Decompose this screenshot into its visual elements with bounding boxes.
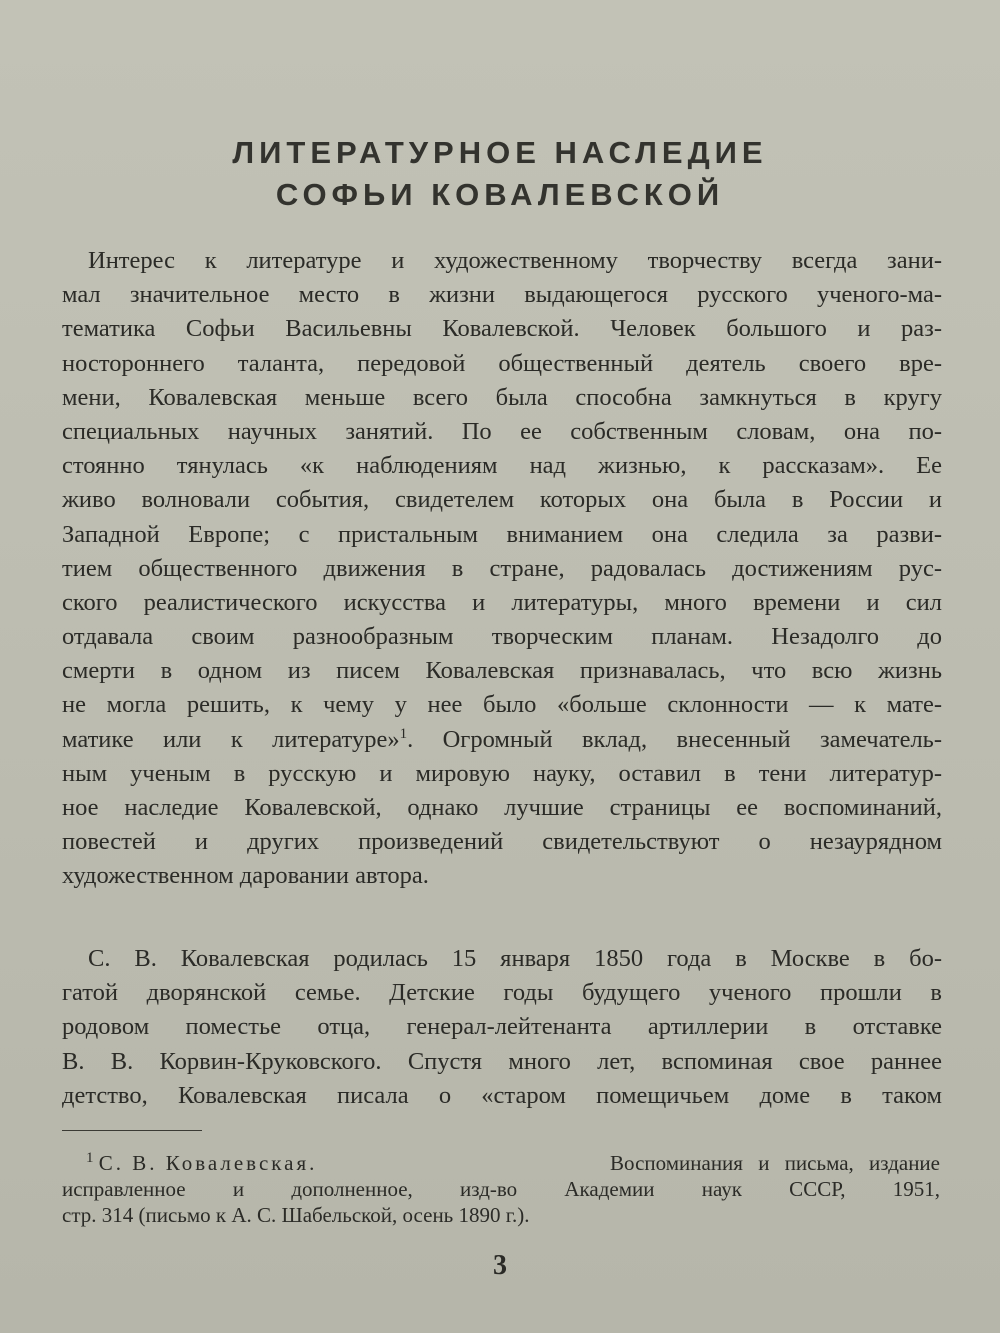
text-fragment: . Огромный вклад, внесенный замечатель- [407, 725, 942, 753]
footnote-author: С. В. Ковалевская. [98, 1151, 318, 1175]
text-line: Интерес к литературе и художественному творчеству всегда зани- [88, 247, 942, 274]
text-line: мал значительное место в жизни выдающегося русского ученого-ма- [62, 281, 942, 309]
chapter-title-line-2: СОФЬИ КОВАЛЕВСКОЙ [275, 177, 725, 212]
text-line: ное наследие Ковалевской, однако лучшие страницы ее воспоминаний, [62, 794, 942, 821]
text-line: тием общественного движения в стране, радовалась достижениям рус- [62, 554, 942, 582]
text-line: ностороннего таланта, передовой общественный деятель своего вре- [62, 349, 942, 377]
page-number: 3 [493, 1250, 507, 1281]
paragraph-1 [62, 244, 942, 894]
chapter-title [0, 132, 1000, 216]
text-line: ского реалистического искусства и литературы, много времени и сил [62, 588, 942, 616]
text-line: родовом поместье отца, генерал-лейтенанта артиллерии в отставке [62, 1013, 942, 1041]
text-line: мени, Ковалевская меньше всего была способна замкнуться в кругу [62, 383, 942, 411]
text-line: отдавала своим разнообразным творческим планам. Незадолго до [62, 623, 942, 651]
text-line: смерти в одном из писем Ковалевская признавалась, что всю жизнь [62, 657, 942, 685]
footnote-divider [62, 1130, 202, 1131]
text-line: гатой дворянской семье. Детские годы будущего ученого прошли в [62, 979, 942, 1007]
footnote-reference: 1 [399, 725, 408, 742]
text-line: тематика Софьи Васильевны Ковалевской. Человек большого и раз- [62, 315, 942, 343]
text-line: Западной Европе; с пристальным вниманием она следила за разви- [62, 520, 942, 548]
footnote-line-3: стр. 314 (письмо к А. С. Шабельской, осень 1890 г.). [62, 1203, 530, 1227]
paragraph-2 [62, 942, 942, 1113]
chapter-title-line-1: ЛИТЕРАТУРНОЕ НАСЛЕДИЕ [232, 135, 768, 170]
text-line: художественном даровании автора. [62, 862, 429, 890]
text-line: ным ученым в русскую и мировую науку, оставил в тени литератур- [62, 759, 942, 787]
text-line: специальных научных занятий. По ее собственным словам, она по- [62, 417, 942, 445]
text-fragment: матике или к литературе» [62, 725, 400, 753]
text-line: живо волновали события, свидетелем которых она была в России и [62, 486, 942, 514]
text-line: детство, Ковалевская писала о «старом помещичьем доме в таком [62, 1081, 942, 1109]
footnote-marker: 1 [86, 1150, 94, 1166]
text-line: повестей и других произведений свидетельствуют о незаурядном [62, 828, 942, 856]
footnote-lead [86, 1150, 317, 1176]
text-line: стоянно тянулась «к наблюдениям над жизнью, к рассказам». Ее [62, 452, 942, 480]
footnote-line-1-rest: Воспоминания и письма, издание [610, 1151, 940, 1175]
text-line: В. В. Корвин-Круковского. Спустя много лет, вспоминая свое раннее [62, 1047, 942, 1075]
footnote-line-2: исправленное и дополненное, изд-во Академии наук СССР, 1951, [62, 1177, 940, 1201]
text-line: С. В. Ковалевская родилась 15 января 1850 года в Москве в бо- [88, 945, 942, 972]
text-line-with-footnote-ref [62, 723, 942, 757]
footnote-line-1 [62, 1150, 940, 1176]
text-line: не могла решить, к чему у нее было «больше склонности — к мате- [62, 691, 942, 719]
footnote [62, 1150, 940, 1228]
